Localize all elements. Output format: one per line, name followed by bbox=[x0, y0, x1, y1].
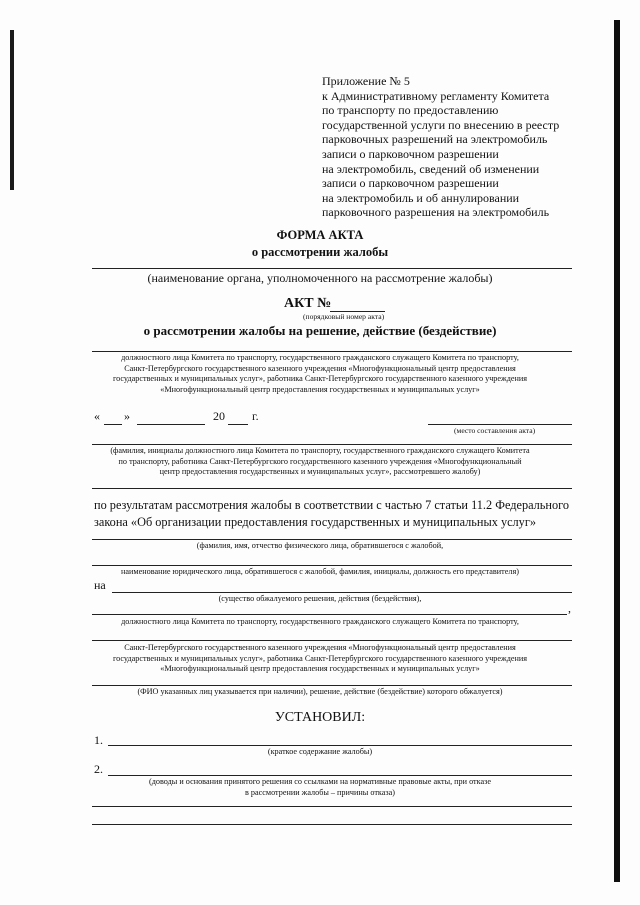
act-heading: АКТ № bbox=[284, 296, 332, 311]
organ-name-line[interactable] bbox=[92, 268, 572, 269]
date-year-prefix: 20 bbox=[213, 409, 225, 423]
reviewer-caption-line: (фамилия, инициалы должностного лица Комитета по транспорту, государственного гражданского служащего Комитета bbox=[110, 446, 530, 455]
reviewer-caption-line: по транспорту, работника Санкт-Петербургского государственного казенного учреждения «Многофункциональный bbox=[118, 456, 522, 466]
form-title-line1: ФОРМА АКТА bbox=[276, 228, 364, 242]
item2-caption-line: (доводы и основания принятого решения со ссылками на нормативные правовые акты, при отказе bbox=[148, 777, 491, 786]
date-month-line[interactable] bbox=[137, 424, 205, 425]
appendix-line: на электромобиль и об аннулировании bbox=[322, 190, 520, 205]
official-line[interactable] bbox=[92, 351, 572, 352]
appendix-line: парковочных разрешений на электромобиль bbox=[322, 132, 548, 147]
appealed-line[interactable] bbox=[92, 614, 567, 615]
applicant-caption: (фамилия, имя, отчество физического лица, обратившегося с жалобой, bbox=[196, 541, 444, 550]
item2-line[interactable] bbox=[108, 775, 572, 776]
item2-caption bbox=[0, 777, 640, 798]
fio-caption: (ФИО указанных лиц указывается при наличии), решение, действие (бездействие) которого обжалуется) bbox=[137, 687, 503, 696]
applicant-line[interactable] bbox=[92, 539, 572, 540]
appealed-caption-1: должностного лица Комитета по транспорту, государственного гражданского служащего Комитета по транспорту, bbox=[121, 617, 519, 626]
act-subject: о рассмотрении жалобы на решение, действие (бездействие) bbox=[143, 323, 497, 338]
appealed-caption-line: государственных и муниципальных услуг», работника Санкт-Петербургского государственного казенного учреждения bbox=[112, 653, 528, 663]
appendix-line: записи о парковочном разрешении bbox=[322, 176, 499, 191]
appealed-caption-line: Санкт-Петербургского государственного казенного учреждения «Многофункциональный центр предоставления bbox=[124, 643, 516, 652]
reviewer-caption bbox=[0, 446, 640, 478]
item1-line[interactable] bbox=[108, 745, 572, 746]
official-caption-line: должностного лица Комитета по транспорту, государственного гражданского служащего Комитета по транспорту, bbox=[121, 353, 519, 362]
essence-caption: (существо обжалуемого решения, действия (бездействия), bbox=[218, 594, 422, 603]
fio-line[interactable] bbox=[92, 685, 572, 686]
reviewer-line-2[interactable] bbox=[92, 488, 572, 489]
place-line[interactable] bbox=[428, 424, 572, 425]
appendix-line: к Административному регламенту Комитета bbox=[322, 88, 550, 103]
official-caption bbox=[0, 353, 640, 395]
reviewer-line[interactable] bbox=[92, 444, 572, 445]
item2-number: 2. bbox=[94, 762, 103, 776]
appendix-header bbox=[322, 74, 559, 220]
results-paragraph bbox=[94, 497, 569, 531]
form-title-line2: о рассмотрении жалобы bbox=[251, 245, 389, 259]
date-close-quote: » bbox=[124, 409, 130, 423]
appendix-line: на электромобиль, сведений об изменении bbox=[322, 161, 540, 176]
appendix-line: по транспорту по предоставлению bbox=[322, 103, 499, 118]
item2-caption-line: в рассмотрении жалобы – причины отказа) bbox=[244, 787, 395, 797]
date-day-line[interactable] bbox=[104, 424, 122, 425]
organ-caption: (наименование органа, уполномоченного на рассмотрение жалобы) bbox=[147, 271, 493, 285]
item2-extra-line-1[interactable] bbox=[92, 806, 572, 807]
legal-entity-caption: наименование юридического лица, обратившегося с жалобой, фамилия, инициалы, должность его представителя) bbox=[121, 567, 519, 576]
scan-edge-left bbox=[10, 30, 14, 190]
date-open-quote: « bbox=[94, 409, 100, 423]
essence-line[interactable] bbox=[112, 592, 572, 593]
official-caption-line: Санкт-Петербургского государственного казенного учреждения «Многофункциональный центр предоставления bbox=[124, 363, 516, 373]
item1-number: 1. bbox=[94, 733, 103, 747]
appealed-caption-line: «Многофункциональный центр предоставления государственных и муниципальных услуг» bbox=[160, 664, 480, 673]
on-label: на bbox=[94, 578, 106, 592]
appendix-line: Приложение № 5 bbox=[322, 74, 410, 88]
official-caption-line: государственных и муниципальных услуг», работника Санкт-Петербургского государственного казенного учреждения bbox=[112, 374, 528, 383]
act-number-caption: (порядковый номер акта) bbox=[303, 312, 385, 321]
appendix-line: парковочного разрешения на электромобиль bbox=[322, 205, 550, 220]
place-caption: (место составления акта) bbox=[454, 426, 536, 435]
legal-entity-line[interactable] bbox=[92, 565, 572, 566]
established-heading: УСТАНОВИЛ: bbox=[274, 710, 366, 725]
results-line: по результатам рассмотрения жалобы в соответствии с частью 7 статьи 11.2 Федерального bbox=[94, 498, 570, 512]
appealed-line-2[interactable] bbox=[92, 640, 572, 641]
form-title bbox=[0, 228, 640, 262]
comma: , bbox=[568, 601, 571, 615]
date-year-line[interactable] bbox=[228, 424, 248, 425]
appendix-line: записи о парковочном разрешении bbox=[322, 146, 499, 161]
results-line: закона «Об организации предоставления государственных и муниципальных услуг» bbox=[94, 515, 537, 529]
appendix-line: государственной услуги по внесению в реестр bbox=[322, 117, 560, 132]
date-year-suffix: г. bbox=[252, 409, 259, 423]
appealed-caption-rest bbox=[0, 643, 640, 675]
official-caption-line: «Многофункциональный центр предоставления государственных и муниципальных услуг» bbox=[160, 384, 480, 394]
item1-caption: (краткое содержание жалобы) bbox=[267, 747, 373, 756]
item2-extra-line-2[interactable] bbox=[92, 824, 572, 825]
reviewer-caption-line: центр предоставления государственных и муниципальных услуг», рассмотревшего жалобу) bbox=[159, 467, 481, 476]
